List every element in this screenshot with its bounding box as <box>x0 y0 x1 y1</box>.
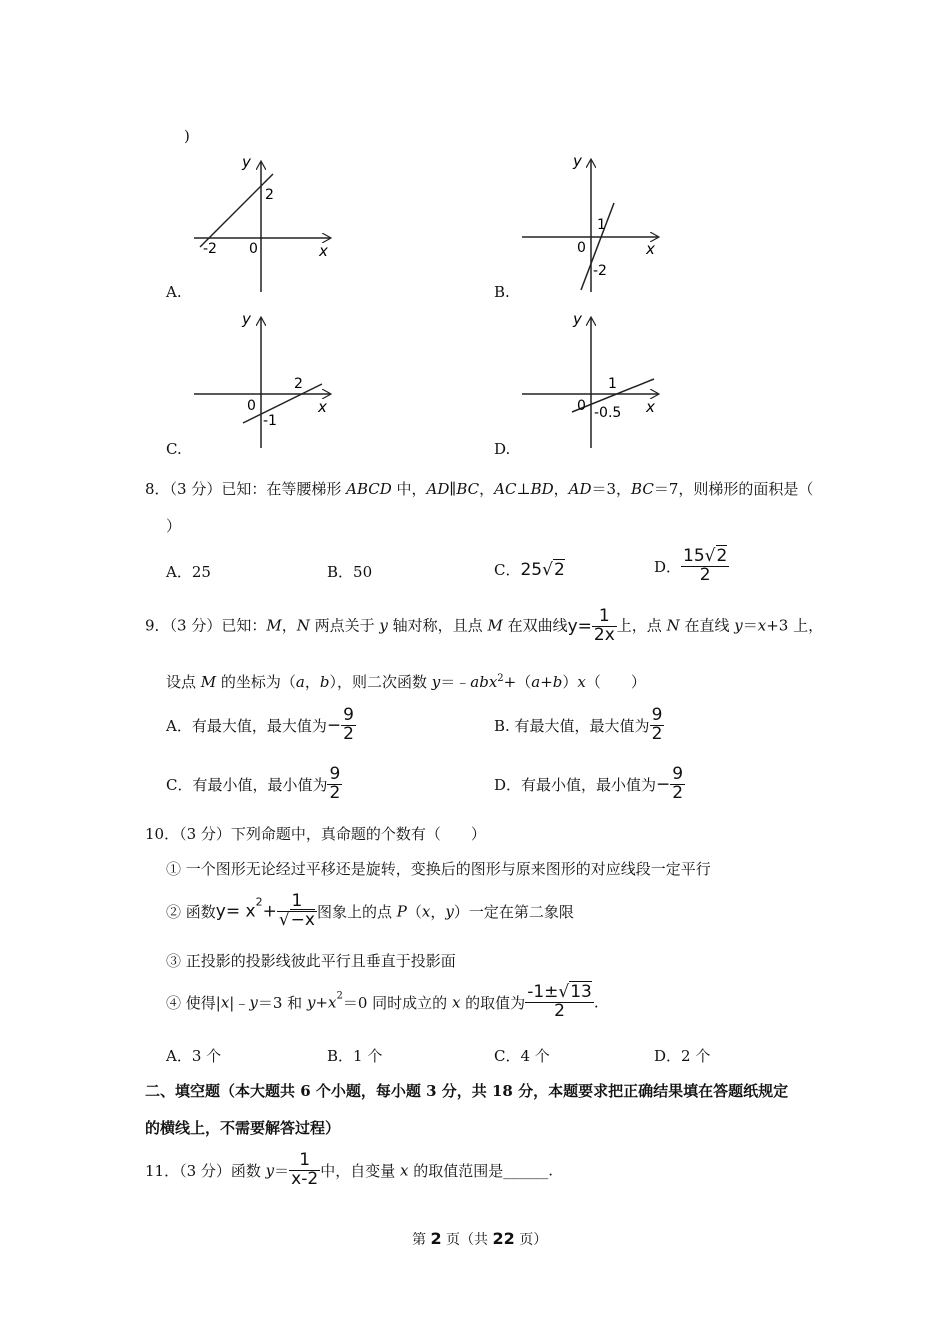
q10-option-b: B．1 个 <box>327 1047 383 1065</box>
q11-answer-blank[interactable]: ______ <box>503 1161 549 1180</box>
graph-b-y-label: y <box>573 152 582 170</box>
graph-d-x-intercept: 1 <box>608 376 617 392</box>
graph-a-origin: 0 <box>249 241 258 257</box>
q8-option-d: D． $\frac{15√2}{2}$ <box>654 546 728 585</box>
q11-stem: 11．（3 分）函数 y＝ $\frac{1}{x-2}$ 中，自变量 x 的取值范围是______. <box>145 1150 553 1189</box>
section2-heading-line1: 二、填空题（本大题共 6 个小题，每小题 3 分，共 18 分，本题要求把正确结果填在答题纸规定 <box>145 1082 789 1100</box>
graph-b-x-label: x <box>646 240 655 258</box>
graph-a-x-label: x <box>319 242 328 260</box>
graph-b <box>522 152 658 292</box>
q7-option-c-label: C. <box>166 440 182 458</box>
q9-option-d: D．有最小值，最小值为− $\frac{9}{2}$ <box>494 764 684 803</box>
q9-option-b: B. 有最大值，最大值为 $\frac{9}{2}$ <box>494 705 663 744</box>
section2-heading-line2: 的横线上，不需要解答过程） <box>145 1119 341 1137</box>
q8-stem: 8．（3 分）已知：在等腰梯形 ABCD 中，AD∥BC，AC⊥BD，AD＝3，BC＝7，则梯形的面积是（ <box>145 480 814 498</box>
q10-statement-3: ③ 正投影的投影线彼此平行且垂直于投影面 <box>166 952 456 970</box>
graph-c-y-label: y <box>242 310 251 328</box>
graph-a-line <box>200 174 273 247</box>
graph-a-x-intercept: -2 <box>203 241 217 257</box>
graph-b-x-intercept: 1 <box>597 217 606 233</box>
q10-statement-4: ④ 使得|x|﹣y＝3 和 $y+x^2=0$ 同时成立的 x 的取值为 $\frac{-1\pm√13}{2}$ . <box>166 982 599 1021</box>
graph-d-origin: 0 <box>577 398 586 414</box>
q7-option-a-label: A. <box>166 283 182 301</box>
q8-option-b: B．50 <box>327 563 373 581</box>
q7-graphs <box>0 0 950 470</box>
graph-c-x-label: x <box>318 398 327 416</box>
q10-option-d: D．2 个 <box>654 1047 711 1065</box>
graph-d <box>522 310 658 448</box>
q7-option-b-label: B. <box>494 283 510 301</box>
q8-option-c: C．25√2 <box>494 560 565 580</box>
graph-b-origin: 0 <box>577 240 586 256</box>
graph-c <box>194 310 330 448</box>
graph-a-y-label: y <box>242 153 251 171</box>
q9-stem-line2: 设点 M 的坐标为（a，b），则二次函数 y＝﹣abx$^2$+（a+b）x（ ） <box>166 673 646 691</box>
top-paren: ) <box>184 127 190 145</box>
q7-option-d-label: D. <box>494 440 511 458</box>
graph-b-y-intercept: -2 <box>593 263 607 279</box>
graph-d-y-label: y <box>573 310 582 328</box>
q10-statement-1: ① 一个图形无论经过平移还是旋转，变换后的图形与原来图形的对应线段一定平行 <box>166 860 711 878</box>
q8-stem-close: ） <box>166 517 182 535</box>
q10-stem: 10．（3 分）下列命题中，真命题的个数有（ ） <box>145 825 486 843</box>
q10-option-c: C．4 个 <box>494 1047 550 1065</box>
graph-a <box>194 153 330 292</box>
q10-option-a: A．3 个 <box>166 1047 222 1065</box>
q9-stem-line1: 9．（3 分）已知：M，N 两点关于 y 轴对称，且点 M 在双曲线y= $\frac{1}{2x}$ 上，点 N 在直线 y＝x+3 上， <box>145 606 824 645</box>
q8-option-a: A．25 <box>166 563 211 581</box>
graph-a-y-intercept: 2 <box>265 187 274 203</box>
q9-option-a: A．有最大值，最大值为− $\frac{9}{2}$ <box>166 705 354 744</box>
q10-statement-2: ② 函数$y= x^2+$ $\frac{1}{√-x}$ 图象上的点 P（x，y）一定在第二象限 <box>166 891 574 930</box>
graph-c-origin: 0 <box>247 398 256 414</box>
graph-c-x-intercept: 2 <box>294 376 303 392</box>
graph-d-y-intercept: -0.5 <box>594 405 622 421</box>
page-footer: 第 2 页（共 22 页） <box>412 1229 548 1248</box>
graph-d-x-label: x <box>646 398 655 416</box>
graph-c-y-intercept: -1 <box>263 413 277 429</box>
q9-option-c: C．有最小值，最小值为 $\frac{9}{2}$ <box>166 764 341 803</box>
